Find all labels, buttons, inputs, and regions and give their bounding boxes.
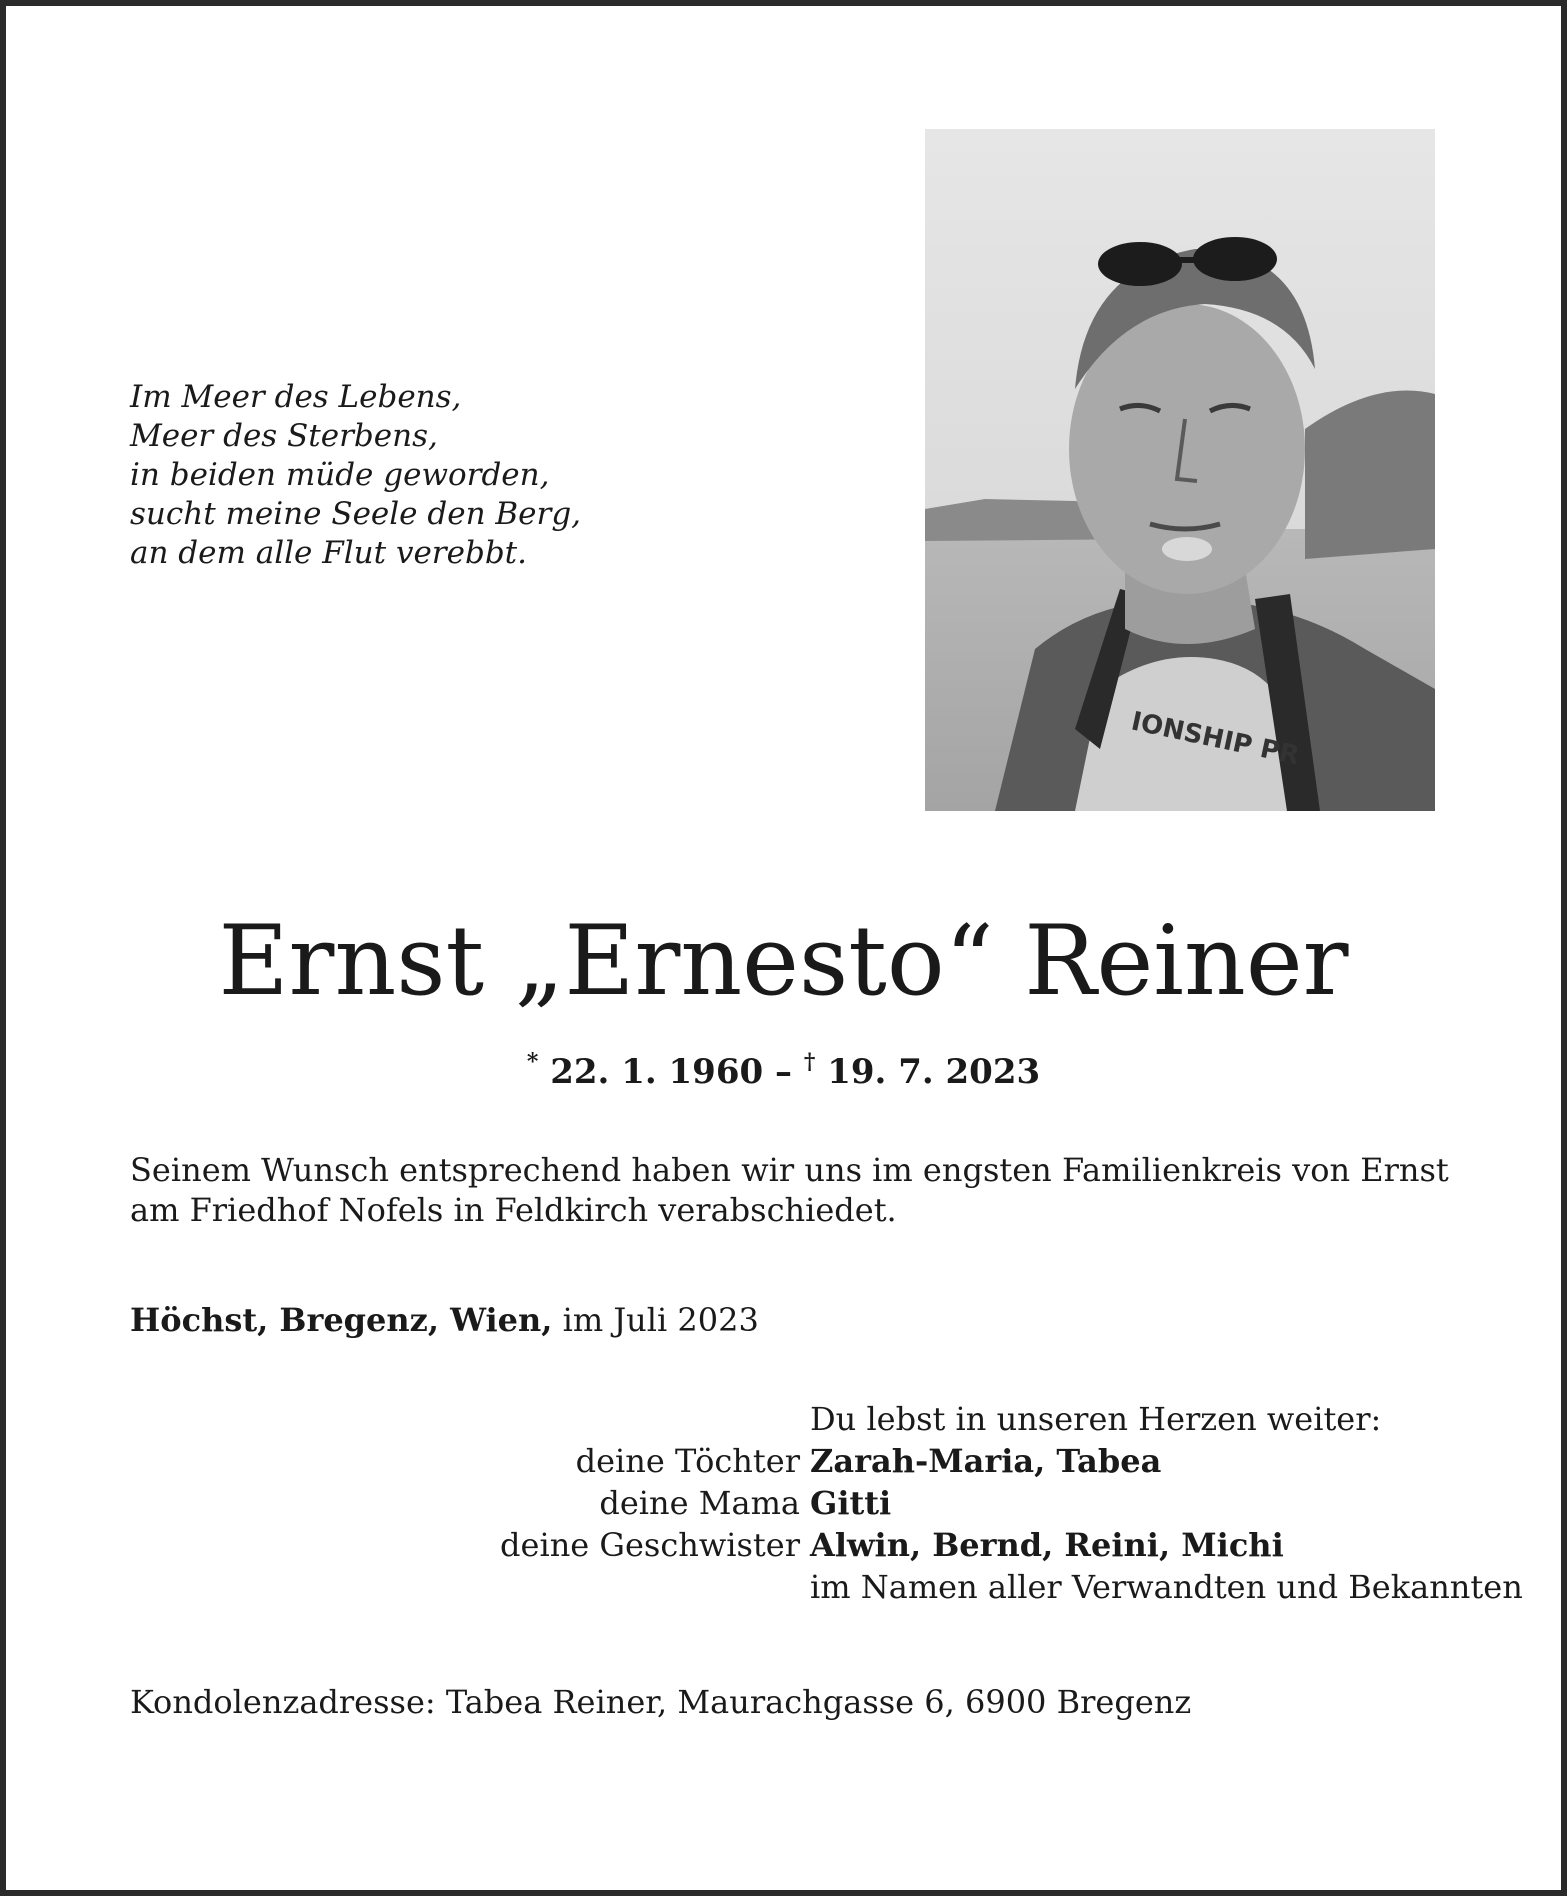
family-names: Zarah-Maria, Tabea <box>810 1442 1162 1480</box>
month-year: im Juli 2023 <box>562 1301 759 1339</box>
family-closing: im Namen aller Verwandten und Bekannten <box>810 1568 1523 1606</box>
shirt-text: IONSHIP PR <box>1128 706 1302 772</box>
cities: Höchst, Bregenz, Wien, <box>130 1301 553 1339</box>
condolence-address: Kondolenzadresse: Tabea Reiner, Maurachgasse 6, 6900 Bregenz <box>130 1683 1192 1721</box>
poem-line: an dem alle Flut verebbt. <box>130 535 527 571</box>
poem <box>130 378 650 573</box>
family-intro: Du lebst in unseren Herzen weiter: <box>810 1400 1382 1438</box>
life-dates <box>6 1042 1561 1092</box>
family-row <box>130 1482 1450 1524</box>
birth-date: 22. 1. 1960 <box>550 1052 764 1092</box>
place-date-line <box>130 1300 759 1340</box>
family-names: Gitti <box>810 1484 892 1522</box>
poem-line: in beiden müde geworden, <box>130 457 550 493</box>
family-row <box>130 1440 1450 1482</box>
family-relation: deine Mama <box>599 1484 800 1522</box>
poem-line: Meer des Sterbens, <box>130 418 438 454</box>
date-separator: – <box>775 1052 792 1092</box>
poem-line: sucht meine Seele den Berg, <box>130 496 582 532</box>
family-relation: deine Geschwister <box>500 1526 800 1564</box>
deceased-name: Ernst „Ernesto“ Reiner <box>218 905 1349 1017</box>
family-relation: deine Töchter <box>575 1442 800 1480</box>
family-row <box>130 1524 1450 1566</box>
death-date: 19. 7. 2023 <box>827 1052 1041 1092</box>
family-block <box>130 1398 1523 1608</box>
farewell-message: Seinem Wunsch entsprechend haben wir uns im engsten Familienkreis von Ernst am Friedhof Nofels in Feldkirch verabschiedet. <box>130 1151 1449 1229</box>
poem-line: Im Meer des Lebens, <box>130 379 462 415</box>
birth-symbol: * <box>526 1049 539 1075</box>
obituary-page <box>6 6 1561 1890</box>
family-names: Alwin, Bernd, Reini, Michi <box>810 1526 1284 1564</box>
death-symbol: † <box>803 1049 816 1075</box>
portrait-photo <box>925 129 1435 811</box>
